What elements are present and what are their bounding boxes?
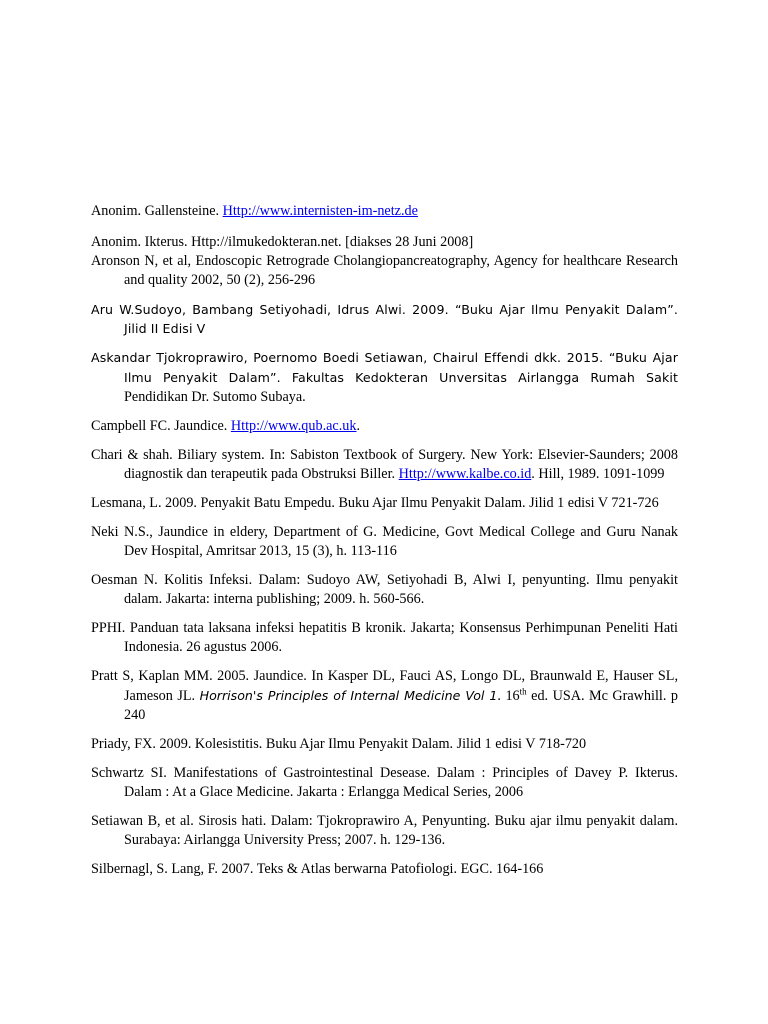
reference-text: Askandar Tjokroprawiro, Poernomo Boedi Setiawan, Chairul Effendi dkk. 2015. “Buku Ajar Ilmu Penyakit Dalam”. Fakultas Kedokteran Unversitas Airlangga Rumah Sakit: [91, 350, 678, 385]
reference-item: [91, 667, 678, 725]
reference-text: Chari & shah. Biliary system. In: Sabiston Textbook of Surgery. New York: Elsevier-Saunders; 2008 diagnostik dan terapeutik pada Obstruksi Biller.: [91, 447, 678, 482]
reference-book-title: Horrison's Principles of Internal Medicine Vol 1: [199, 688, 498, 703]
reference-item: Silbernagl, S. Lang, F. 2007. Teks & Atlas berwarna Patofiologi. EGC. 164-166: [91, 861, 544, 877]
reference-link[interactable]: Http://www.qub.ac.uk: [230, 418, 357, 434]
reference-text-tail: .: [356, 418, 361, 434]
reference-item: [91, 446, 678, 484]
reference-link[interactable]: Http://www.kalbe.co.id: [398, 466, 532, 482]
reference-item: Oesman N. Kolitis Infeksi. Dalam: Sudoyo AW, Setiyohadi B, Alwi I, penyunting. Ilmu penyakit dalam. Jakarta: interna publishing; 2009. h. 560-566.: [91, 572, 678, 607]
reference-text-tail: Pendidikan Dr. Sutomo Subaya.: [124, 389, 306, 405]
reference-text: Pratt S, Kaplan MM. 2005. Jaundice. In Kasper DL, Fauci AS, Longo DL, Braunwald E, Hauser SL, Jameson JL.: [91, 668, 678, 704]
reference-text-tail: . Hill, 1989. 1091-1099: [531, 466, 665, 482]
reference-item: Anonim. Ikterus. Http://ilmukedokteran.net. [diakses 28 Juni 2008]: [91, 234, 474, 250]
reference-item: [91, 202, 678, 221]
reference-item: [91, 417, 678, 436]
reference-item: Priady, FX. 2009. Kolesistitis. Buku Ajar Ilmu Penyakit Dalam. Jilid 1 edisi V 718-720: [91, 736, 587, 752]
reference-list: [91, 202, 678, 889]
reference-text-tail: ed. USA. Mc Grawhill. p 240: [124, 688, 678, 723]
reference-superscript: th: [519, 686, 527, 697]
reference-item: Setiawan B, et al. Sirosis hati. Dalam: Tjokroprawiro A, Penyunting. Buku ajar ilmu penyakit dalam. Surabaya: Airlangga University Press; 2007. h. 129-136.: [91, 813, 678, 848]
reference-text: Anonim. Gallensteine.: [91, 203, 223, 219]
reference-item: Aru W.Sudoyo, Bambang Setiyohadi, Idrus Alwi. 2009. “Buku Ajar Ilmu Penyakit Dalam”. Jilid II Edisi V: [91, 302, 678, 336]
reference-link[interactable]: Http://www.internisten-im-netz.de: [222, 203, 418, 219]
reference-item: Aronson N, et al, Endoscopic Retrograde Cholangiopancreatography, Agency for healthcare Research and quality 2002, 50 (2), 256-296: [91, 253, 678, 288]
reference-text: Campbell FC. Jaundice.: [91, 418, 231, 434]
reference-text-mid: . 16: [497, 688, 520, 704]
reference-item: Neki N.S., Jaundice in eldery, Department of G. Medicine, Govt Medical College and Guru Nanak Dev Hospital, Amritsar 2013, 15 (3), h. 113-116: [91, 524, 678, 559]
reference-item: Schwartz SI. Manifestations of Gastrointestinal Desease. Dalam : Principles of Davey P. Ikterus. Dalam : At a Glace Medicine. Jakarta : Erlangga Medical Series, 2006: [91, 765, 678, 800]
reference-item: PPHI. Panduan tata laksana infeksi hepatitis B kronik. Jakarta; Konsensus Perhimpunan Peneliti Hati Indonesia. 26 agustus 2006.: [91, 620, 678, 655]
reference-item: Lesmana, L. 2009. Penyakit Batu Empedu. Buku Ajar Ilmu Penyakit Dalam. Jilid 1 edisi V 721-726: [91, 495, 659, 511]
reference-item: [91, 348, 678, 407]
